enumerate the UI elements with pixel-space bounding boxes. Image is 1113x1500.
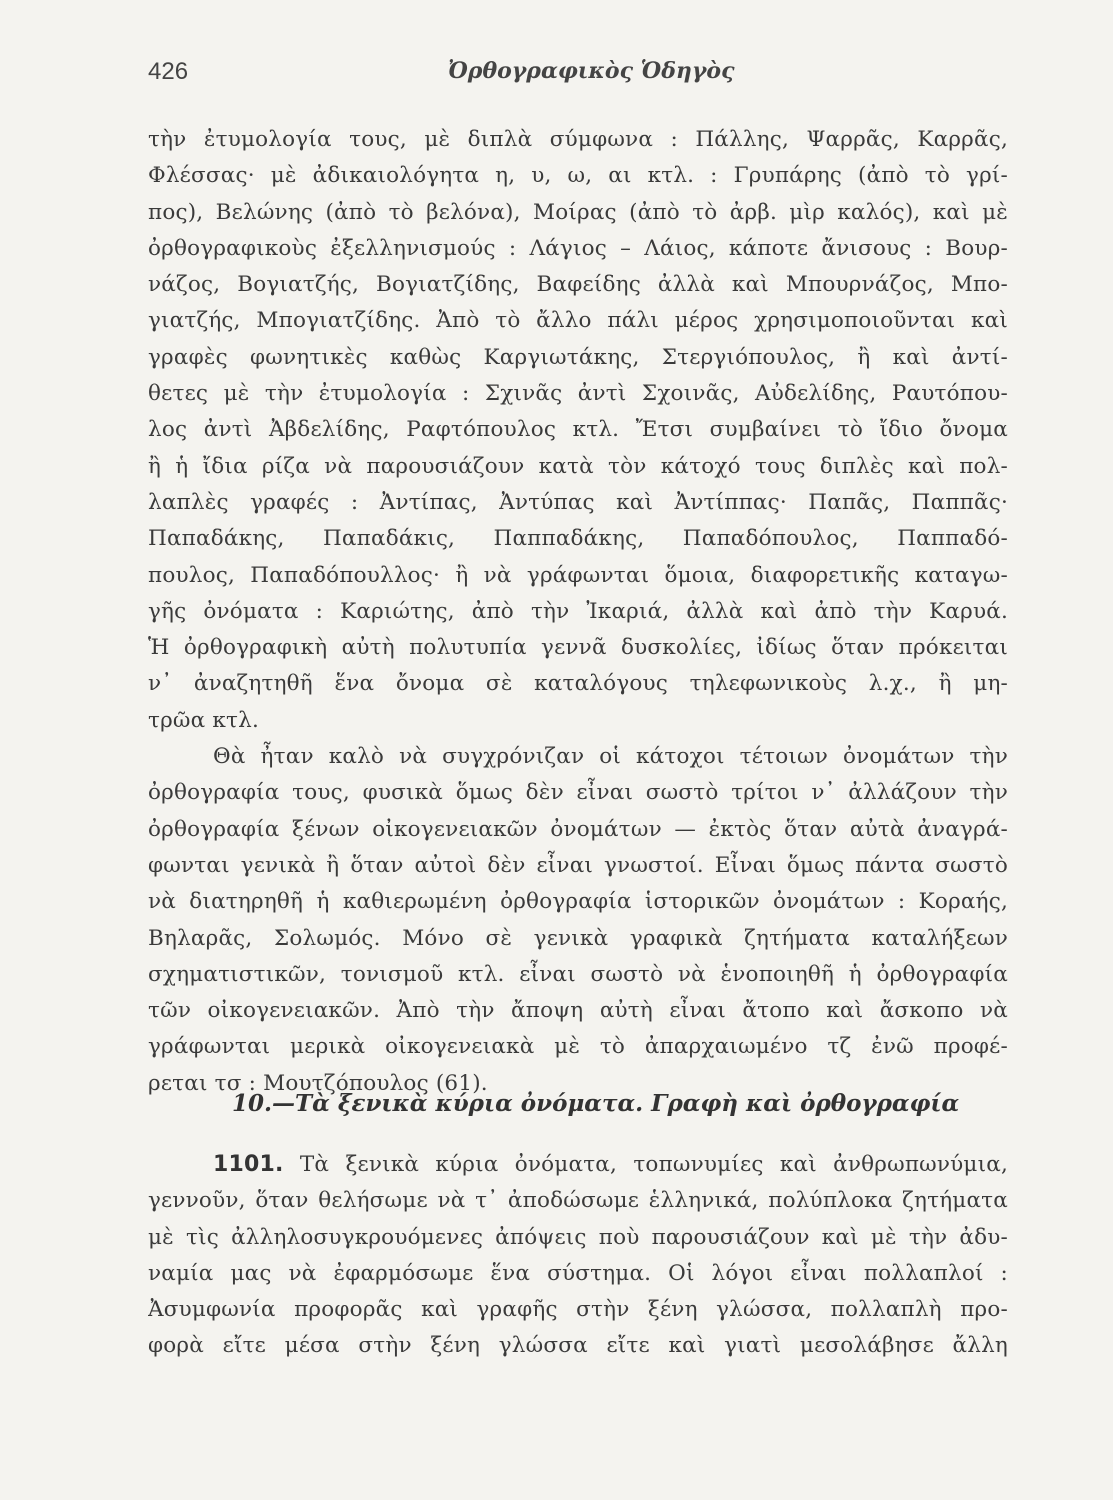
text-line: σχηματιστικῶν, τονισμοῦ κτλ. εἶναι σωστὸ νὰ ἑνοποιηθῆ ἡ ὀρθογραφία: [148, 961, 1008, 987]
text-line: φορὰ εἴτε μέσα στὴν ξένη γλώσσα εἴτε καὶ γιατὶ μεσολάβησε ἄλλη: [148, 1333, 1008, 1359]
paragraph-number: 1101.: [213, 1152, 284, 1177]
text-line: θετες μὲ τὴν ἐτυμολογία : Σχινᾶς ἀντὶ Σχοινᾶς, Αὐδελίδης, Ραυτόπου-: [148, 381, 1008, 407]
text-line: τρῶα κτλ.: [148, 707, 260, 733]
text-line: γραφὲς φωνητικὲς καθὼς Καργιωτάκης, Στεργιόπουλος, ἢ καὶ ἀντί-: [148, 344, 1008, 370]
text-line: γράφωνται μερικὰ οἰκογενειακὰ μὲ τὸ ἀπαρχαιωμένο τζ ἐνῶ προφέ-: [148, 1034, 1008, 1060]
text-line: νάζος, Βογιατζής, Βογιατζίδης, Βαφείδης ἀλλὰ καὶ Μπουρνάζος, Μπο-: [148, 272, 1008, 298]
main-text: [148, 122, 1008, 1102]
text-line: ἢ ἡ ἴδια ρίζα νὰ παρουσιάζουν κατὰ τὸν κάτοχό τους διπλὲς καὶ πολ-: [148, 453, 1008, 479]
text-line: Ἡ ὀρθογραφικὴ αὐτὴ πολυτυπία γεννᾶ δυσκολίες, ἰδίως ὅταν πρόκειται: [148, 635, 1008, 661]
text-line: ν᾿ ἀναζητηθῆ ἕνα ὄνομα σὲ καταλόγους τηλεφωνικοὺς λ.χ., ἢ μη-: [148, 671, 1008, 697]
paragraph-1: [148, 122, 1008, 739]
page-number: 426: [148, 58, 189, 85]
text-line: γιατζής, Μπογιατζίδης. Ἀπὸ τὸ ἄλλο πάλι μέρος χρησιμοποιοῦνται καὶ: [148, 308, 1008, 334]
text-line: Φλέσσας· μὲ ἀδικαιολόγητα η, υ, ω, αι κτλ. : Γρυπάρης (ἀπὸ τὸ γρί-: [148, 163, 1008, 189]
paragraph-first-line: Τὰ ξενικὰ κύρια ὀνόματα, τοπωνυμίες καὶ ἀνθρωπωνύμια,: [299, 1152, 1008, 1177]
text-line: Θὰ ἦταν καλὸ νὰ συγχρόνιζαν οἱ κάτοχοι τέτοιων ὀνομάτων τὴν: [213, 744, 1008, 770]
text-line: Ἀσυμφωνία προφορᾶς καὶ γραφῆς στὴν ξένη γλώσσα, πολλαπλὴ προ-: [148, 1297, 1008, 1323]
text-line: πος), Βελώνης (ἀπὸ τὸ βελόνα), Μοίρας (ἀπὸ τὸ ἀρβ. μὶρ καλός), καὶ μὲ: [148, 199, 1008, 225]
text-line: Βηλαρᾶς, Σολωμός. Μόνο σὲ γενικὰ γραφικὰ ζητήματα καταλήξεων: [148, 925, 1008, 951]
text-line: ρεται τσ : Μουτζόπουλος (61).: [148, 1070, 488, 1096]
text-line: γῆς ὀνόματα : Καριώτης, ἀπὸ τὴν Ἰκαριά, ἀλλὰ καὶ ἀπὸ τὴν Καρυά.: [148, 598, 1008, 624]
text-line: φωνται γενικὰ ἢ ὅταν αὐτοὶ δὲν εἶναι γνωστοί. Εἶναι ὅμως πάντα σωστὸ: [148, 852, 1008, 878]
text-line: τὴν ἐτυμολογία τους, μὲ διπλὰ σύμφωνα : Πάλλης, Ψαρρᾶς, Καρρᾶς,: [148, 127, 1008, 152]
text-line: λαπλὲς γραφές : Ἀντίπας, Ἀντύπας καὶ Ἀντίππας· Παπᾶς, Παππᾶς·: [148, 489, 1008, 515]
text-line: μὲ τὶς ἀλληλοσυγκρουόμενες ἀπόψεις ποὺ παρουσιάζουν καὶ μὲ τὴν ἀδυ-: [148, 1224, 1008, 1250]
running-title: Ὀρθογραφικὸς Ὁδηγὸς: [448, 58, 735, 84]
text-line: γεννοῦν, ὅταν θελήσωμε νὰ τ᾿ ἀποδώσωμε ἑλληνικά, πολύπλοκα ζητήματα: [148, 1188, 1008, 1214]
text-line: λος ἀντὶ Ἀβδελίδης, Ραφτόπουλος κτλ. Ἔτσι συμβαίνει τὸ ἴδιο ὄνομα: [148, 417, 1008, 443]
text-line: ὀρθογραφικοὺς ἐξελληνισμούς : Λάγιος – Λάιος, κάποτε ἄνισους : Βουρ-: [148, 235, 1008, 261]
page-header: [148, 58, 1008, 98]
text-line: τῶν οἰκογενειακῶν. Ἀπὸ τὴν ἄποψη αὐτὴ εἶναι ἄτοπο καὶ ἄσκοπο νὰ: [148, 998, 1008, 1024]
text-line: Παπαδάκης, Παπαδάκις, Παππαδάκης, Παπαδόπουλος, Παππαδό-: [148, 526, 1008, 552]
section-heading: 10.—Τὰ ξενικὰ κύρια ὀνόματα. Γραφὴ καὶ ὀρθογραφία: [232, 1090, 960, 1117]
text-line: ὀρθογραφία τους, φυσικὰ ὅμως δὲν εἶναι σωστὸ τρίτοι ν᾿ ἀλλάζουν τὴν: [148, 780, 1008, 806]
text-line: ὀρθογραφία ξένων οἰκογενειακῶν ὀνομάτων — ἐκτὸς ὅταν αὐτὰ ἀναγρά-: [148, 816, 1008, 842]
text-line: ναμία μας νὰ ἐφαρμόσωμε ἕνα σύστημα. Οἱ λόγοι εἶναι πολλαπλοί :: [148, 1260, 1008, 1286]
text-line: [148, 1147, 1008, 1183]
text-line: νὰ διατηρηθῆ ἡ καθιερωμένη ὀρθογραφία ἱστορικῶν ὀνομάτων : Κοραής,: [148, 889, 1008, 915]
paragraph-2: [148, 739, 1008, 1102]
text-line: πουλος, Παπαδόπουλλος· ἢ νὰ γράφωνται ὅμοια, διαφορετικῆς καταγω-: [148, 562, 1008, 588]
paragraph-3: [148, 1147, 1008, 1365]
